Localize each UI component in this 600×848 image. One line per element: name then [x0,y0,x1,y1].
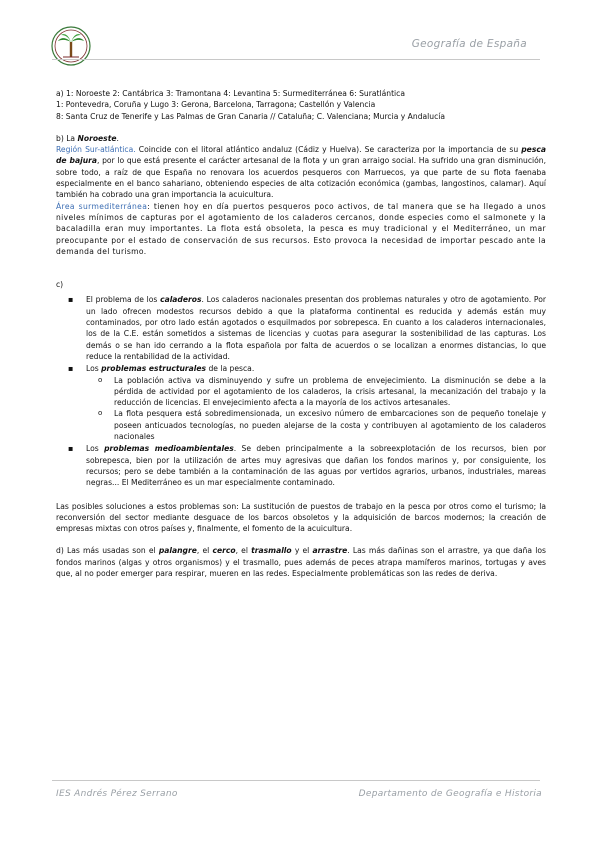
solutions-paragraph: Las posibles soluciones a estos problemas son: La sustitución de puestos de trabajo en la pesca por otros como el turismo; la reconversión del sector mediante desguace de los barcos obsoletos y la adquisición de barcos modernos; la creación de empresas mixtas con otros países y, finalmente, el fomento de la acuicultura. [56,501,546,534]
section-b-intro: b) La Noroeste. [56,133,119,143]
section-a-line: 1: Pontevedra, Coruña y Lugo 3: Gerona, Barcelona, Tarragona; Castellón y Valencia [56,100,376,110]
sub-list-item: o La población activa va disminuyendo y sufre un problema de envejecimiento. La disminución se debe a la pérdida de actividad por el agotamiento de los caladeros, la crisis artesanal, la mecanización del trabajo y la reducción de licencias. El envejecimiento afecta a la mayoría de los activos artesanales. [86,375,546,409]
section-d [56,545,546,579]
header-title: Geografía de España [411,38,527,50]
footer-divider [52,780,540,781]
section-a-line: 8: Santa Cruz de Tenerife y Las Palmas de Gran Canaria // Cataluña; C. Valenciana; Murcia y Andalucía [56,111,446,121]
section-d-paragraph: d) Las más usadas son el palangre, el cerco, el trasmallo y el arrastre. Las más dañinas son el arrastre, ya que daña los fondos marinos (algas y otros organismos) y el trasmallo, pues además de peces atrapa mamíferos marinos, tortugas y aves que, al no poder emerger para respirar, mueren en las redes. Especialmente problemáticas son las redes de deriva. [56,546,546,578]
region-label: Región Sur-atlántica. [56,145,136,155]
footer-department: Departamento de Geografía e Historia [358,789,542,799]
section-a-line: a) 1: Noroeste 2: Cantábrica 3: Tramontana 4: Levantina 5: Surmediterránea 6: Suratlántica [56,89,405,98]
footer-school-name: IES Andrés Pérez Serrano [56,789,178,799]
section-c-label: c) [56,280,64,290]
section-a [56,88,546,122]
region-sur-atlantica-paragraph: Región Sur-atlántica. Coincide con el litoral atlántico andaluz (Cádiz y Huelva). Se caracteriza por la importancia de su pesca de bajura, por lo que está presente el carácter artesanal de la flota y un gran arraigo social. Ha sufrido una gran disminución, sobre todo, a raíz de que España no renovara los acuerdos pesqueros con Marruecos, ya que parte de su flota faenaba especialmente en el banco sahariano, obteniendo especies de alta cotización económica (gambas, langostinos, calamar). Aquí también ha cobrado una gran importancia la acuicultura. [56,145,546,200]
area-surmediterranea-paragraph: Área surmediterránea: tienen hoy en día puertos pesqueros poco activos, de tal manera que se ha llegado a unos niveles mínimos de capturas por el agotamiento de los caladeros cercanos, donde especies como el salmonete y la bacaladilla eran muy importantes. La flota está obsoleta, la pesca es muy tradicional y el Mediterráneo, un mar preocupante por el estado de conservación de sus recursos. Esto provoca la necesidad de importar pescado ante la demanda del turismo. [56,201,547,256]
sub-list [86,375,546,443]
region-name: Noroeste [77,133,117,143]
school-crest-palm-icon [51,26,91,66]
list-item: ▪ El problema de los caladeros. Los caladeros nacionales presentan dos problemas naturales y otro de agotamiento. Por un lado ofrecen modestos recursos debido a que la plataforma continental es reducida y además están muy contaminados, por otro lado están agotados o esquilmados por sobrepesca. En cuanto a los caladeros internacionales, los de la C.E. están sometidos a sistemas de licencias y cuotas para asegurar la sostenibilidad de las capturas. Los demás o se han ido cerrando a la flota española por falta de acuerdos o se localizan a enormes distancias, lo que reduce la rentabilidad de la actividad. [56,294,546,362]
section-c [56,279,546,534]
problems-list [56,294,546,488]
header-divider [52,59,540,60]
sub-list-item: o La flota pesquera está sobredimensionada, un excesivo número de embarcaciones son de pequeño tonelaje y poseen anticuados tecnologías, no pueden alejarse de la costa y contribuyen al agotamiento de los caladeros nacionales [86,408,546,442]
region-label: Área surmediterránea [56,201,148,211]
section-b [56,133,546,257]
document-body [56,88,546,579]
list-item: ▪ Los problemas medioambientales. Se deben principalmente a la sobreexplotación de los recursos, bien por sobrepesca, bien por la utilización de artes muy agresivas que dañan los fondos marinos y, por consiguiente, los recursos; pero se debe también a la contaminación de las aguas por vertidos agrarios, urbanos, industriales, mareas negras... El Mediterráneo es un mar especialmente contaminado. [56,443,546,488]
list-item: ▪ Los problemas estructurales de la pesca. o La población activa va disminuyendo y sufre un problema de envejecimiento. La disminución se debe a la pérdida de actividad por el agotamiento de los caladeros, la crisis artesanal, la mecanización del trabajo y la reducción de licencias. El envejecimiento afecta a la mayoría de los activos artesanales. o La flota pesquera está sobredimensionada, un excesivo número de embarcaciones son de pequeño tonelaje y poseen anticuados tecnologías, no pueden alejarse de la costa y contribuyen al agotamiento de los caladeros nacionales [56,363,546,442]
